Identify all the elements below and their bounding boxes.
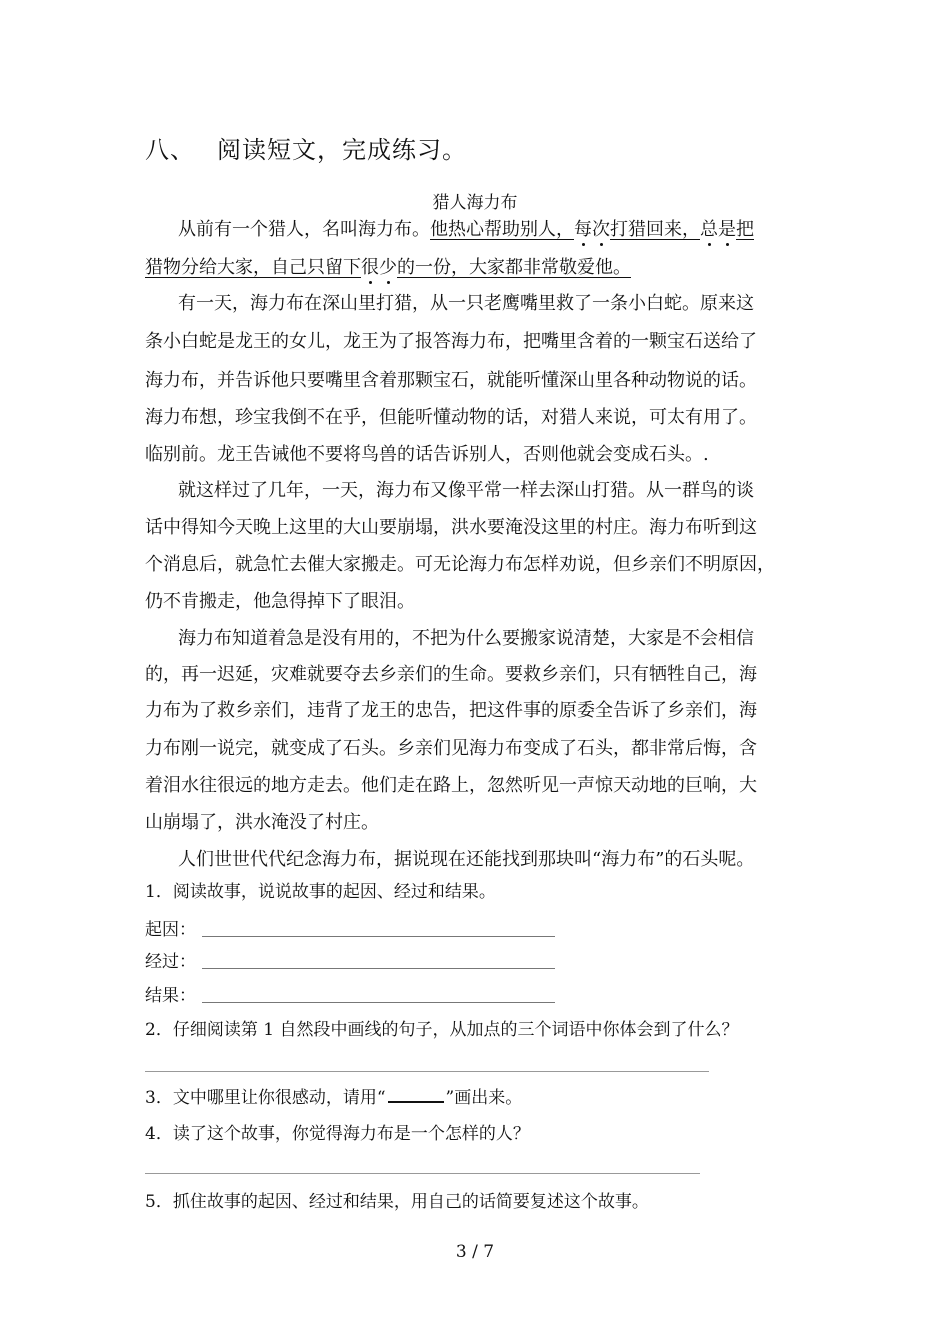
cause-answer-line[interactable] (202, 936, 555, 937)
process-answer-line[interactable] (202, 968, 555, 969)
story-line: 力布刚一说完，就变成了石头。乡亲们见海力布变成了石头，都非常后悔，含 (145, 738, 757, 759)
process-label: 经过： (145, 952, 196, 972)
underlined-segment: 打猎回来， (610, 219, 700, 240)
story-line: 的，再一迟延，灾难就要夺去乡亲们的生命。要救乡亲们，只有牺牲自己，海 (145, 664, 757, 685)
page-number: 3 / 7 (455, 1242, 495, 1262)
underlined-segment: 的一份，大家都非常敬爱他。 (397, 257, 631, 278)
cause-label: 起因： (145, 920, 196, 940)
story-line: 海力布，并告诉他只要嘴里含着那颗宝石，就能听懂深山里各种动物说的话。 (145, 370, 757, 391)
story-line: 临别前。龙王告诫他不要将鸟兽的话告诉别人，否则他就会变成石头。. (145, 444, 709, 465)
question-2-answer-line[interactable] (145, 1071, 709, 1072)
paragraph-1-line-1 (178, 218, 754, 242)
story-line: 海力布知道着急是没有用的，不把为什么要搬家说清楚，大家是不会相信 (178, 628, 754, 649)
section-heading (145, 130, 467, 165)
dotted-char: 少 (379, 257, 397, 278)
story-line: 个消息后，就急忙去催大家搬走。可无论海力布怎样劝说，但乡亲们不明原因， (145, 554, 775, 575)
story-line: 就这样过了几年，一天，海力布又像平常一样去深山打猎。从一群鸟的谈 (178, 480, 754, 501)
question-5: 5．抓住故事的起因、经过和结果，用自己的话简要复述这个故事。 (145, 1192, 649, 1212)
story-line: 话中得知今天晚上这里的大山要崩塌，洪水要淹没这里的村庄。海力布听到这 (145, 517, 757, 538)
story-line: 山崩塌了，洪水淹没了村庄。 (145, 812, 379, 833)
dotted-char: 总 (700, 219, 718, 240)
dotted-char: 很 (361, 257, 379, 278)
question-3-text-end: ”画出来。 (445, 1088, 523, 1108)
section-instruction: 阅读短文，完成练习。 (217, 136, 467, 164)
story-line: 着泪水往很远的地方走去。他们走在路上，忽然听见一声惊天动地的巨响，大 (145, 775, 757, 796)
section-number: 八、 (145, 136, 195, 164)
question-3-text: 3．文中哪里让你很感动，请用“ (145, 1088, 386, 1108)
text-segment: 从前有一个猎人，名叫海力布。 (178, 219, 430, 240)
question-4-answer-line[interactable] (145, 1173, 700, 1174)
story-line: 海力布想，珍宝我倒不在乎，但能听懂动物的话，对猎人来说，可太有用了。 (145, 407, 757, 428)
underlined-segment: 把 (736, 219, 754, 240)
result-answer-line[interactable] (202, 1002, 555, 1003)
question-3 (145, 1086, 522, 1110)
story-line: 力布为了救乡亲们，违背了龙王的忠告，把这件事的原委全告诉了乡亲们，海 (145, 700, 757, 721)
question-2: 2．仔细阅读第 1 自然段中画线的句子，从加点的三个词语中你体会到了什么？ (145, 1020, 739, 1040)
story-line: 条小白蛇是龙王的女儿，龙王为了报答海力布，把嘴里含着的一颗宝石送给了 (145, 331, 757, 352)
underlined-segment: 他热心帮助别人， (430, 219, 574, 240)
question-4: 4．读了这个故事，你觉得海力布是一个怎样的人？ (145, 1124, 530, 1144)
dotted-char: 次 (592, 219, 610, 240)
dotted-char: 是 (718, 219, 736, 240)
story-line: 人们世世代代纪念海力布，据说现在还能找到那块叫“海力布”的石头呢。 (178, 849, 755, 870)
underlined-segment: 猎物分给大家，自己只留下 (145, 257, 361, 278)
paragraph-1-line-2 (145, 256, 631, 280)
result-label: 结果： (145, 986, 196, 1006)
dotted-char: 每 (574, 219, 592, 240)
story-line: 仍不肯搬走，他急得掉下了眼泪。 (145, 591, 415, 612)
underline-mark-sample (388, 1087, 444, 1103)
story-line: 有一天，海力布在深山里打猎，从一只老鹰嘴里救了一条小白蛇。原来这 (178, 293, 754, 314)
question-1: 1．阅读故事，说说故事的起因、经过和结果。 (145, 882, 496, 902)
story-title: 猎人海力布 (432, 193, 518, 213)
